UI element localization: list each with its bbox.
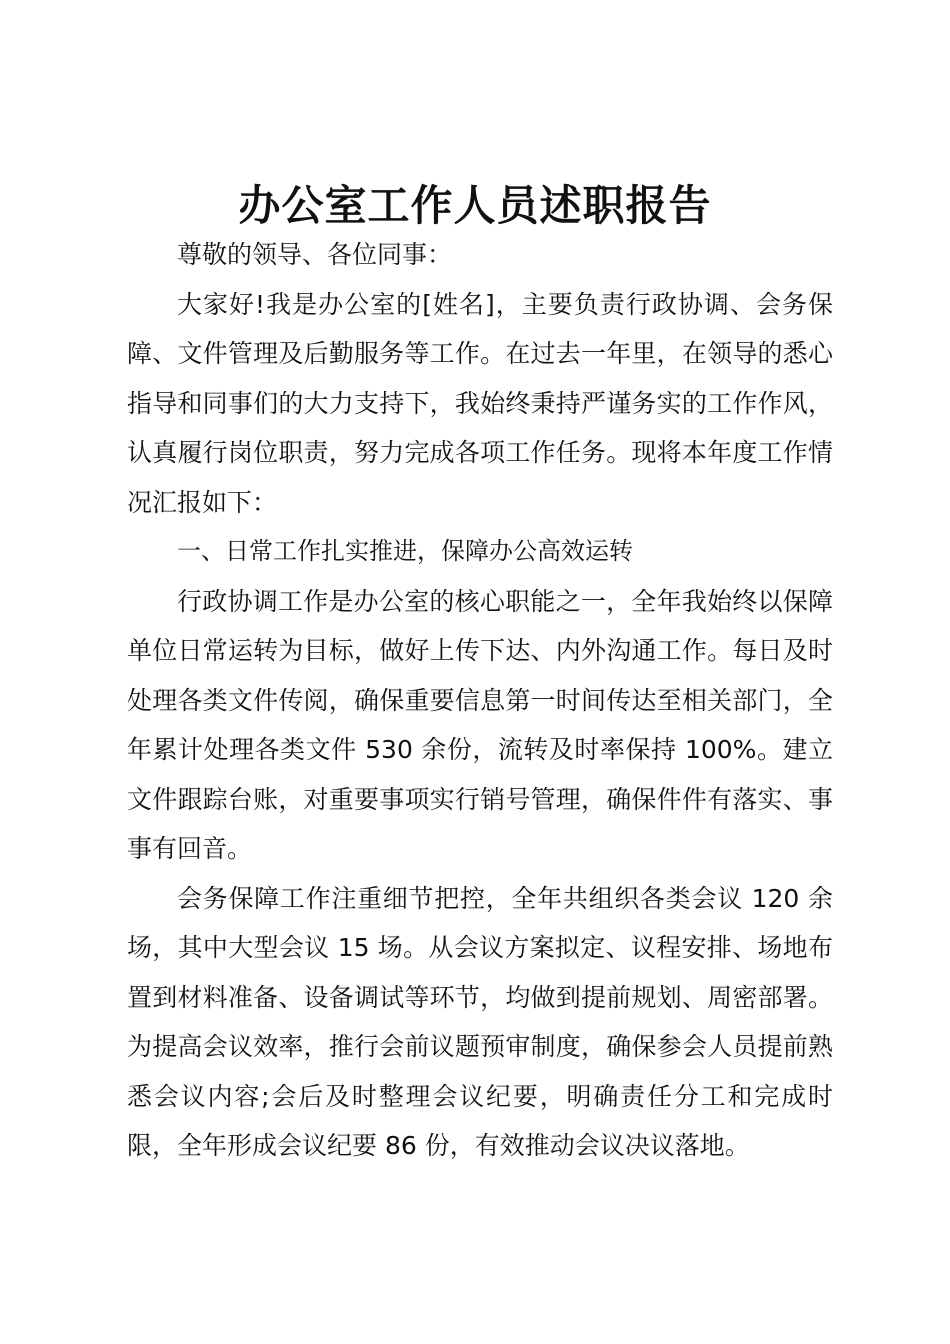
paragraph-admin-coordination: 行政协调工作是办公室的核心职能之一，全年我始终以保障单位日常运转为目标，做好上传下达、内外沟通工作。每日及时处理各类文件传阅，确保重要信息第一时间传达至相关部门，全年累计处理各类文件 530 余份，流转及时率保持 100%。建立文件跟踪台账，对重要事项实行销号管理，确保件件有落实、事事有回音。 [127,586,833,863]
document-title: 办公室工作人员述职报告 [238,181,712,230]
paragraph-meeting-support: 会务保障工作注重细节把控，全年共组织各类会议 120 余场，其中大型会议 15 场。从会议方案拟定、议程安排、场地布置到材料准备、设备调试等环节，均做到提前规划、周密部署。为提高会议效率，推行会前议题预审制度，确保参会人员提前熟悉会议内容;会后及时整理会议纪要，明确责任分工和完成时限，全年形成会议纪要 86 份，有效推动会议决议落地。 [127,883,833,1160]
salutation: 尊敬的领导、各位同事： [177,240,453,269]
paragraph-intro: 大家好!我是办公室的[姓名]，主要负责行政协调、会务保障、文件管理及后勤服务等工作。在过去一年里，在领导的悉心指导和同事们的大力支持下，我始终秉持严谨务实的工作作风，认真履行岗位职责，努力完成各项工作任务。现将本年度工作情况汇报如下： [127,289,833,517]
document-body [127,230,833,1171]
section-heading: 一、日常工作扎实推进，保障办公高效运转 [177,537,633,565]
